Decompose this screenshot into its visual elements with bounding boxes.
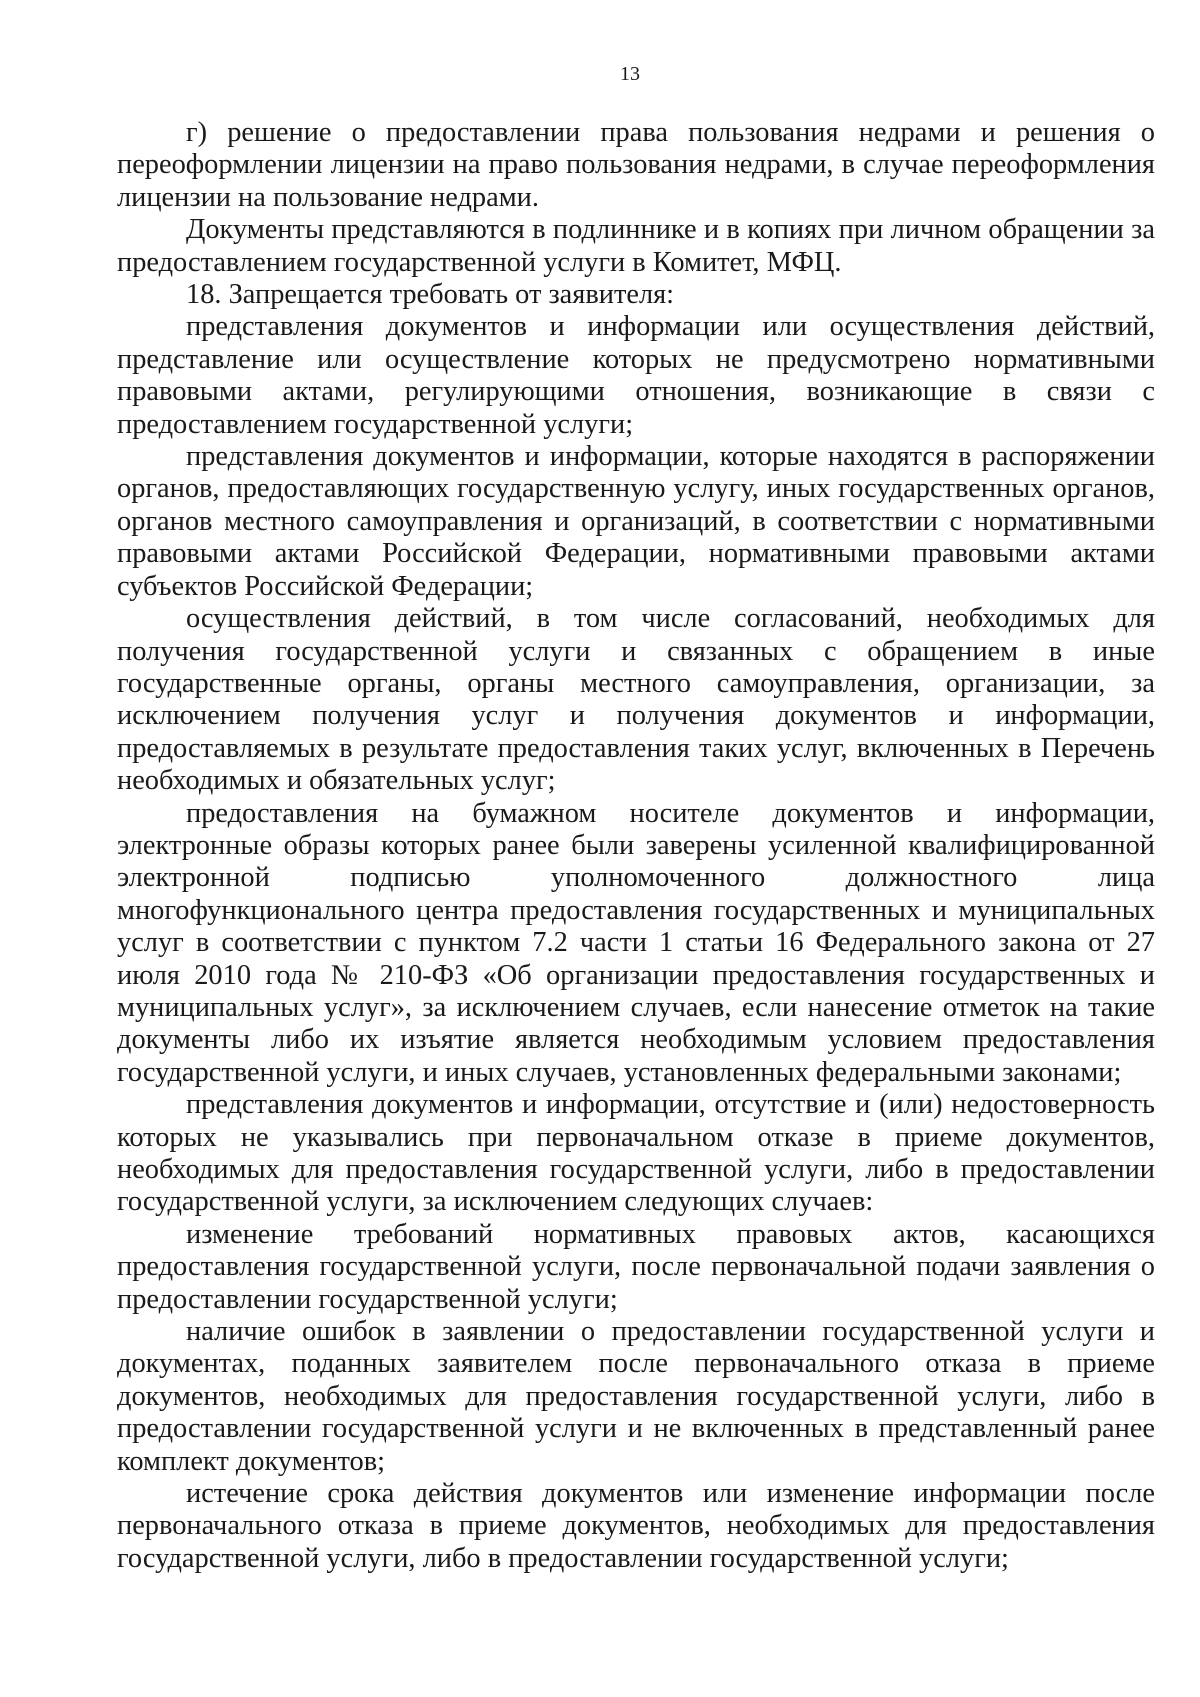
paragraph-decision-subsoil: г) решение о предоставлении права пользования недрами и решения о переоформлении лицензии на право пользования недрами, в случае переоформления лицензии на пользование недрами.	[117, 117, 1155, 213]
paragraph-documents-submission: Документы представляются в подлиннике и в копиях при личном обращении за предоставлением государственной услуги в Комитет, МФЦ.	[117, 214, 1155, 278]
paragraph-prohibition-1: представления документов и информации или осуществления действий, представление или осуществление которых не предусмотрено нормативными правовыми актами, регулирующими отношения, возникающие в связи с предоставлением государственной услуги;	[117, 311, 1155, 440]
paragraph-exception-3: истечение срока действия документов или изменение информации после первоначального отказа в приеме документов, необходимых для предоставления государственной услуги, либо в предоставлении государственной услуги;	[117, 1478, 1155, 1574]
paragraph-prohibition-5: представления документов и информации, отсутствие и (или) недостоверность которых не указывались при первоначальном отказе в приеме документов, необходимых для предоставления государственной услуги, либо в предоставлении государственной услуги, за исключением следующих случаев:	[117, 1089, 1155, 1218]
paragraph-exception-2: наличие ошибок в заявлении о предоставлении государственной услуги и документах, поданных заявителем после первоначального отказа в приеме документов, необходимых для предоставления государственной услуги, либо в предоставлении государственной услуги и не включенных в представленный ранее комплект документов;	[117, 1316, 1155, 1477]
paragraph-prohibition-2: представления документов и информации, которые находятся в распоряжении органов, предоставляющих государственную услугу, иных государственных органов, органов местного самоуправления и организаций, в соответствии с нормативными правовыми актами Российской Федерации, нормативными правовыми актами субъектов Российской Федерации;	[117, 441, 1155, 602]
paragraph-item-18: 18. Запрещается требовать от заявителя:	[186, 279, 675, 311]
paragraph-exception-1: изменение требований нормативных правовых актов, касающихся предоставления государственной услуги, после первоначальной подачи заявления о предоставлении государственной услуги;	[117, 1218, 1155, 1315]
paragraph-prohibition-3: осуществления действий, в том числе согласований, необходимых для получения государственной услуги и связанных с обращением в иные государственные органы, органы местного самоуправления, организации, за исключением получения услуг и получения документов и информации, предоставляемых в результате предоставления таких услуг, включенных в Перечень необходимых и обязательных услуг;	[117, 603, 1155, 797]
paragraph-prohibition-4: предоставления на бумажном носителе документов и информации, электронные образы которых ранее были заверены усиленной квалифицированной электронной подписью уполномоченного должностного лица многофункционального центра предоставления государственных и муниципальных услуг в соответствии с пунктом 7.2 части 1 статьи 16 Федерального закона от 27 июля 2010 года № 210-ФЗ «Об организации предоставления государственных и муниципальных услуг», за исключением случаев, если нанесение отметок на такие документы либо их изъятие является необходимым условием предоставления государственной услуги, и иных случаев, установленных федеральными законами;	[117, 797, 1155, 1088]
document-body	[117, 117, 1155, 1575]
page-number: 13	[620, 63, 640, 85]
